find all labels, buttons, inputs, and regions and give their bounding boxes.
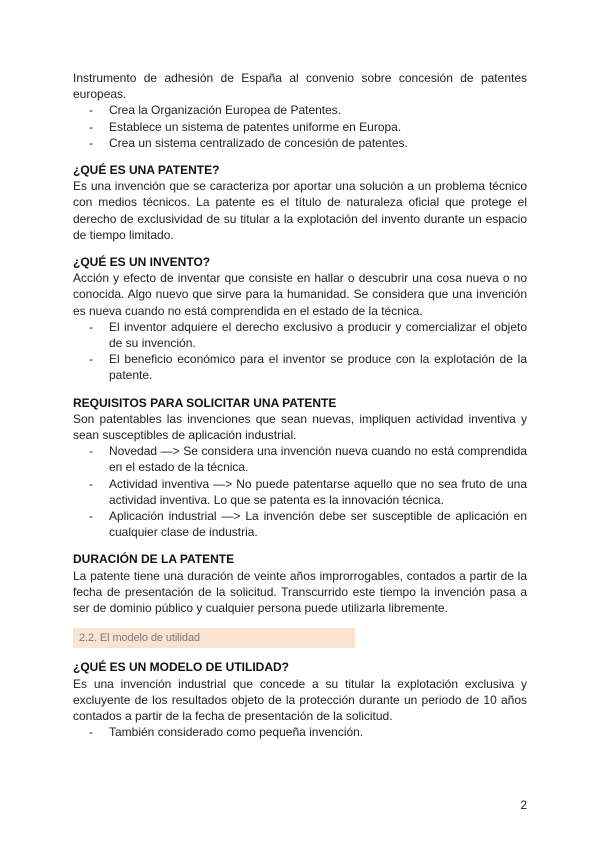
heading-duracion: DURACIÓN DE LA PATENTE xyxy=(73,552,235,567)
invento-paragraph: Acción y efecto de inventar que consiste en hallar o descubrir una cosa nueva o no conocida. Algo nuevo que sirve para la humanidad. Se considera que una invención es nueva cuando no está comprendida en el estado de la técnica. xyxy=(73,271,527,318)
invento-list xyxy=(73,319,527,384)
list-item: - Novedad —> Se considera una invención nueva cuando no está comprendida en el estado de la técnica. xyxy=(73,443,527,475)
modelo-paragraph: Es una invención industrial que concede a su titular la explotación exclusiva y excluyente de los resultados objeto de la protección durante un periodo de 10 años contados a partir de la fecha de presentación de la solicitud. xyxy=(73,676,527,723)
requisitos-paragraph: Son patentables las invenciones que sean nuevas, impliquen actividad inventiva y sean susceptibles de aplicación industrial. xyxy=(73,411,527,443)
intro-list xyxy=(73,102,527,151)
heading-requisitos: REQUISITOS PARA SOLICITAR UNA PATENTE xyxy=(73,395,337,410)
list-item: - Crea un sistema centralizado de concesión de patentes. xyxy=(73,135,527,151)
list-item: - Establece un sistema de patentes uniforme en Europa. xyxy=(73,119,527,135)
duracion-paragraph: La patente tiene una duración de veinte años improrrogables, contados a partir de la fecha de presentación de la solicitud. Transcurrido este tiempo la invención pasa a ser de dominio público y cualquier persona puede utilizarla libremente. xyxy=(73,568,527,616)
document-page xyxy=(73,70,527,740)
heading-invento: ¿QUÉ ES UN INVENTO? xyxy=(73,255,211,270)
list-item: - Crea la Organización Europea de Patentes. xyxy=(73,102,527,118)
requisitos-list xyxy=(73,443,527,540)
modelo-list xyxy=(73,724,527,740)
heading-patente: ¿QUÉ ES UNA PATENTE? xyxy=(73,163,220,178)
patente-paragraph: Es una invención que se caracteriza por aportar una solución a un problema técnico con medios técnicos. La patente es el título de naturaleza oficial que protege el derecho de exclusividad de su titular a la explotación del invento durante un espacio de tiempo limitado. xyxy=(73,179,527,242)
list-item: - El inventor adquiere el derecho exclusivo a producir y comercializar el objeto de su invención. xyxy=(73,319,527,351)
list-item: - El beneficio económico para el inventor se produce con la explotación de la patente. xyxy=(73,351,527,383)
list-item: - Actividad inventiva —> No puede patentarse aquello que no sea fruto de una actividad inventiva. Lo que se patenta es la innovación técnica. xyxy=(73,476,527,508)
intro-paragraph: Instrumento de adhesión de España al convenio sobre concesión de patentes europeas. xyxy=(73,71,527,102)
section-banner: 2.2. El modelo de utilidad xyxy=(73,628,355,648)
list-item: - Aplicación industrial —> La invención debe ser susceptible de aplicación en cualquier clase de industria. xyxy=(73,508,527,540)
list-item: - También considerado como pequeña invención. xyxy=(73,724,527,740)
heading-modelo: ¿QUÉ ES UN MODELO DE UTILIDAD? xyxy=(73,660,289,675)
page-number: 2 xyxy=(520,798,527,812)
